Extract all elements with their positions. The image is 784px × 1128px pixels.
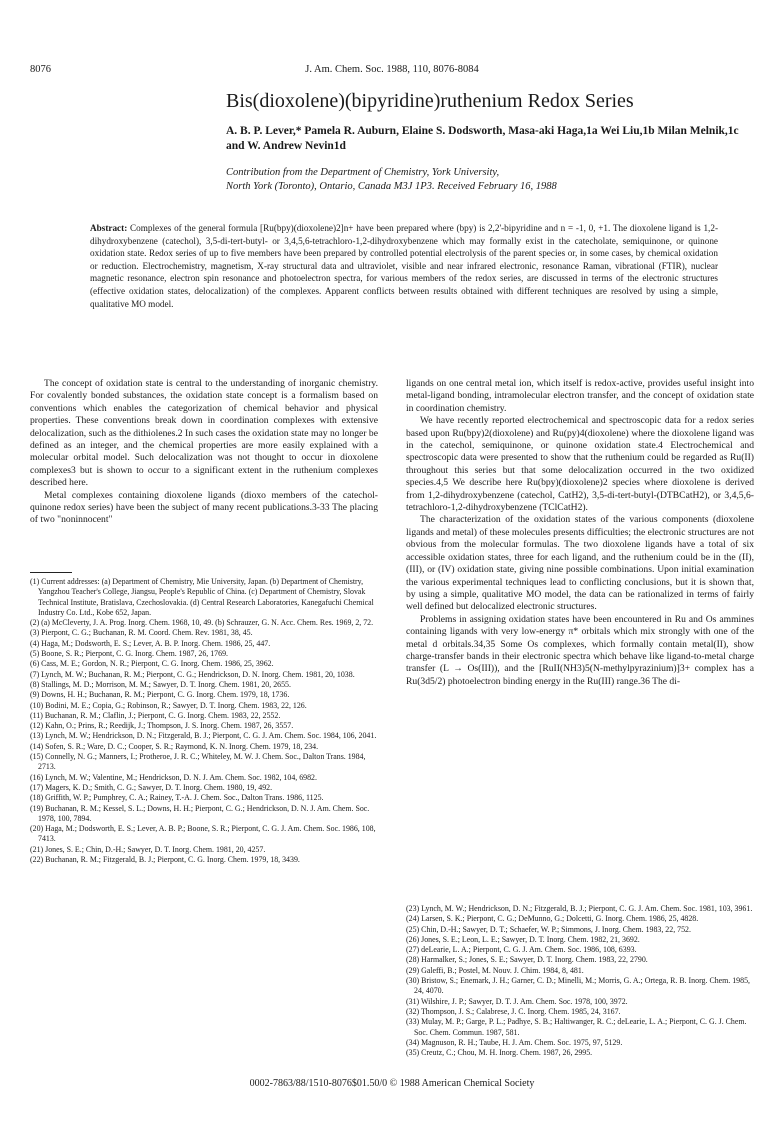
body-paragraph: We have recently reported electrochemical and spectroscopic data for a redox series based upon Ru(bpy)2(dioxolene) and Ru(py)4(dioxolene) where the dioxolene ligand was in the catechol, semiquinone, or quinone oxidation state.4 Electrochemical and spectroscopic data were presented to show that the ruthenium could be regarded as Ru(II) throughout this series but that some delocalization occurred in the two oxidized species.4,5 We describe here Ru(bpy)(dioxolene)2 species where dioxolene is derived from 1,2-dihydroxybenzene (catechol, CatH2), 3,5-di-tert-butyl-(DTBCatH2), or 3,4,5,6-tetrachloro-1,2-dihydroxybenzene (TClCatH2). bbox=[406, 415, 754, 514]
abstract-text: Complexes of the general formula [Ru(bpy)(dioxolene)2]n+ have been prepared where (bpy) is 2,2'-bipyridine and n = -1, 0, +1. The dioxolene ligand is 1,2-dihydroxybenzene (catechol), 3,5-di-tert-butyl- or 3,4,5,6-tetrachloro-1,2-dihydroxybenzene which may formally exist in the catecholate, semiquinone, or quinone oxidation state. Redox series of up to five members have been prepared by controlled potential electrolysis of the parent species or, in some cases, by chemical oxidation or reduction. Electrochemistry, magnetism, X-ray structural data and ultraviolet, visible and near infrared electronic, resonance Raman, vibrational (FTIR), nuclear magnetic resonance, electron spin resonance and photoelectron spectra, for various members of the redox series, are discussed in terms of the electronic structures (effective oxidation states, delocalization) of the complexes. Apparent conflicts between results obtained with different techniques are resolved by using a simple, qualitative MO model. bbox=[90, 223, 719, 309]
reference-entry: (17) Magers, K. D.; Smith, C. G.; Sawyer, D. T. Inorg. Chem. 1980, 19, 492. bbox=[30, 782, 273, 792]
body-paragraph: The concept of oxidation state is central to the understanding of inorganic chemistry. For covalently bonded substances, the oxidation state concept is a formalism based on conventions which enables the categorization of chemical behavior and physical properties. These conventions break down in coordination complexes with extensive delocalization, such as the dithiolenes.2 In such cases the oxidation state may no longer be defined as an integer, and the chemical properties are more easily explained with a molecular orbital model. Such delocalization was not thought to occur in dioxolene complexes3 but is shown to occur to a significant extent in the ruthenium complexes described here. bbox=[30, 378, 378, 489]
reference-entry: (11) Buchanan, R. M.; Claflin, J.; Pierpont, C. G. Inorg. Chem. 1983, 22, 2552. bbox=[30, 710, 281, 720]
reference-entry: (7) Lynch, M. W.; Buchanan, R. M.; Pierpont, C. G.; Hendrickson, D. N. Inorg. Chem. 1981, 20, 1038. bbox=[30, 669, 355, 679]
reference-entry: (30) Bristow, S.; Enemark, J. H.; Garner, C. D.; Minelli, M.; Morris, G. A.; Ortega, R. B. Inorg. Chem. 1985, 24, 4070. bbox=[406, 976, 750, 996]
author-list: A. B. P. Lever,* Pamela R. Auburn, Elaine S. Dodsworth, Masa-aki Haga,1a Wei Liu,1b Milan Melnik,1c and W. Andrew Nevin1d bbox=[226, 125, 739, 152]
article-title: Bis(dioxolene)(bipyridine)ruthenium Redox Series bbox=[226, 90, 634, 112]
right-references bbox=[406, 904, 754, 1058]
abstract-label: Abstract: bbox=[90, 223, 128, 233]
reference-entry: (10) Bodini, M. E.; Copia, G.; Robinson, R.; Sawyer, D. T. Inorg. Chem. 1983, 22, 126. bbox=[30, 700, 307, 710]
left-references bbox=[30, 577, 378, 865]
reference-entry: (35) Creutz, C.; Chou, M. H. Inorg. Chem. 1987, 26, 2995. bbox=[406, 1048, 593, 1058]
reference-entry: (19) Buchanan, R. M.; Kessel, S. L.; Downs, H. H.; Pierpont, C. G.; Hendrickson, D. N. J. Am. Chem. Soc. 1978, 100, 7894. bbox=[30, 803, 370, 823]
reference-entry: (6) Cass, M. E.; Gordon, N. R.; Pierpont, C. G. Inorg. Chem. 1986, 25, 3962. bbox=[30, 659, 274, 669]
reference-entry: (33) Mulay, M. P.; Garge, P. L.; Padhye, S. B.; Haltiwanger, R. C.; deLearie, L. A.; Pierpont, C. G. J. Chem. Soc. Chem. Commun. 1987, 581. bbox=[406, 1017, 747, 1037]
reference-entry: (18) Griffith, W. P.; Pumphrey, C. A.; Rainey, T.-A. J. Chem. Soc., Dalton Trans. 1986, 1125. bbox=[30, 793, 324, 803]
reference-entry: (24) Larsen, S. K.; Pierpont, C. G.; DeMunno, G.; Dolcetti, G. Inorg. Chem. 1986, 25, 4828. bbox=[406, 914, 699, 924]
left-column-body bbox=[30, 378, 378, 527]
reference-entry: (15) Connelly, N. G.; Manners, I.; Protheroe, J. R. C.; Whiteley, M. W. J. Chem. Soc., Dalton Trans. 1984, 2713. bbox=[30, 752, 366, 772]
contribution-note bbox=[226, 166, 696, 194]
body-paragraph: Metal complexes containing dioxolene ligands (dioxo members of the catechol-quinone redox series) have been the subject of many recent publications.3-33 The placing of two "noninnocent" bbox=[30, 489, 378, 526]
abstract bbox=[90, 222, 718, 310]
reference-entry: (28) Harmalker, S.; Jones, S. E.; Sawyer, D. T. Inorg. Chem. 1983, 22, 2790. bbox=[406, 955, 648, 965]
reference-entry: (8) Stallings, M. D.; Morrison, M. M.; Sawyer, D. T. Inorg. Chem. 1981, 20, 2655. bbox=[30, 679, 291, 689]
reference-entry: (16) Lynch, M. W.; Valentine, M.; Hendrickson, D. N. J. Am. Chem. Soc. 1982, 104, 6982. bbox=[30, 772, 317, 782]
running-head: J. Am. Chem. Soc. 1988, 110, 8076-8084 bbox=[305, 64, 479, 75]
reference-entry: (20) Haga, M.; Dodsworth, E. S.; Lever, A. B. P.; Boone, S. R.; Pierpont, C. G. J. Am. Chem. Soc. 1986, 108, 7413. bbox=[30, 824, 376, 844]
body-paragraph: The characterization of the oxidation states of the various components (dioxolene ligands and metal) of these molecules presents difficulties; the electronic structures are not obvious from the molecular formulas. The two dioxolene ligands have a total of six accessible oxidation states, three for each ligand, and the ruthenium could be in the (II), (III), or (IV) oxidation state, giving nine possible combinations. Upon initial examination the various experimental techniques lead to conflicting conclusions, but it is shown that, by using a simple, qualitative MO model, the data can be rationalized in terms of fairly well defined but delocalized electronic structures. bbox=[406, 514, 754, 613]
reference-entry: (12) Kahn, O.; Prins, R.; Reedijk, J.; Thompson, J. S. Inorg. Chem. 1987, 26, 3557. bbox=[30, 721, 294, 731]
copyright-footer: 0002-7863/88/1510-8076$01.50/0 © 1988 American Chemical Society bbox=[249, 1078, 535, 1089]
reference-entry: (21) Jones, S. E.; Chin, D.-H.; Sawyer, D. T. Inorg. Chem. 1981, 20, 4257. bbox=[30, 844, 266, 854]
reference-entry: (29) Galeffi, B.; Postel, M. Nouv. J. Chim. 1984, 8, 481. bbox=[406, 965, 584, 975]
reference-entry: (5) Boone, S. R.; Pierpont, C. G. Inorg. Chem. 1987, 26, 1769. bbox=[30, 649, 228, 659]
reference-entry: (1) Current addresses: (a) Department of Chemistry, Mie University, Japan. (b) Department of Chemistry, Yangzhou Teacher's College, Jiangsu, People's Republic of China. (c) Department of Chemistry, Slovak Technical Institute, Bratislava, Czechoslovakia. (d) Central Research Laboratories, Kanegafuchi Chemical Industry Co. Ltd., Kobe 652, Japan. bbox=[30, 577, 374, 617]
reference-entry: (26) Jones, S. E.; Leon, L. E.; Sawyer, D. T. Inorg. Chem. 1982, 21, 3692. bbox=[406, 934, 640, 944]
page-number: 8076 bbox=[30, 64, 51, 75]
reference-entry: (4) Haga, M.; Dodsworth, E. S.; Lever, A. B. P. Inorg. Chem. 1986, 25, 447. bbox=[30, 638, 271, 648]
reference-entry: (2) (a) McCleverty, J. A. Prog. Inorg. Chem. 1968, 10, 49. (b) Schrauzer, G. N. Acc. Chem. Res. 1969, 2, 72. bbox=[30, 618, 374, 628]
reference-entry: (9) Downs, H. H.; Buchanan, R. M.; Pierpont, C. G. Inorg. Chem. 1979, 18, 1736. bbox=[30, 690, 290, 700]
reference-entry: (3) Pierpont, C. G.; Buchanan, R. M. Coord. Chem. Rev. 1981, 38, 45. bbox=[30, 628, 253, 638]
reference-entry: (22) Buchanan, R. M.; Fitzgerald, B. J.; Pierpont, C. G. Inorg. Chem. 1979, 18, 3439. bbox=[30, 855, 300, 865]
reference-entry: (25) Chin, D.-H.; Sawyer, D. T.; Schaefer, W. P.; Simmons, J. Inorg. Chem. 1983, 22, 752. bbox=[406, 924, 691, 934]
body-paragraph: ligands on one central metal ion, which itself is redox-active, provides useful insight into metal-ligand bonding, intramolecular electron transfer, and the concept of oxidation state in coordination chemistry. bbox=[406, 378, 754, 414]
reference-entry: (13) Lynch, M. W.; Hendrickson, D. N.; Fitzgerald, B. J.; Pierpont, C. G. J. Am. Chem. Soc. 1984, 106, 2041. bbox=[30, 731, 377, 741]
contribution-line-2: North York (Toronto), Ontario, Canada M3J 1P3. Received February 16, 1988 bbox=[226, 181, 557, 192]
right-column-body bbox=[406, 378, 754, 688]
reference-entry: (31) Wilshire, J. P.; Sawyer, D. T. J. Am. Chem. Soc. 1978, 100, 3972. bbox=[406, 996, 628, 1006]
reference-entry: (27) deLearie, L. A.; Pierpont, C. G. J. Am. Chem. Soc. 1986, 108, 6393. bbox=[406, 945, 637, 955]
body-paragraph: Problems in assigning oxidation states have been encountered in Ru and Os ammines containing ligands with very low-energy π* orbitals which mix strongly with one of the metal d orbitals.34,35 Some Os complexes, which formally contain metal(II), show charge-transfer bands in their electronic spectra which behave like ligand-to-metal charge transfer (L → Os(III)), and the [RuII(NH3)5(N-methylpyrazinium)]3+ complex has a Ru(3d5/2) photoelectron binding energy in the Ru(III) range.36 The di- bbox=[406, 613, 754, 687]
reference-entry: (34) Magnuson, R. H.; Taube, H. J. Am. Chem. Soc. 1975, 97, 5129. bbox=[406, 1037, 623, 1047]
footnote-divider bbox=[30, 572, 72, 573]
contribution-line-1: Contribution from the Department of Chemistry, York University, bbox=[226, 167, 500, 178]
reference-entry: (32) Thompson, J. S.; Calabrese, J. C. Inorg. Chem. 1985, 24, 3167. bbox=[406, 1006, 621, 1016]
reference-entry: (14) Sofen, S. R.; Ware, D. C.; Cooper, S. R.; Raymond, K. N. Inorg. Chem. 1979, 18, 234. bbox=[30, 741, 319, 751]
reference-entry: (23) Lynch, M. W.; Hendrickson, D. N.; Fitzgerald, B. J.; Pierpont, C. G. J. Am. Chem. Soc. 1981, 103, 3961. bbox=[406, 904, 753, 913]
